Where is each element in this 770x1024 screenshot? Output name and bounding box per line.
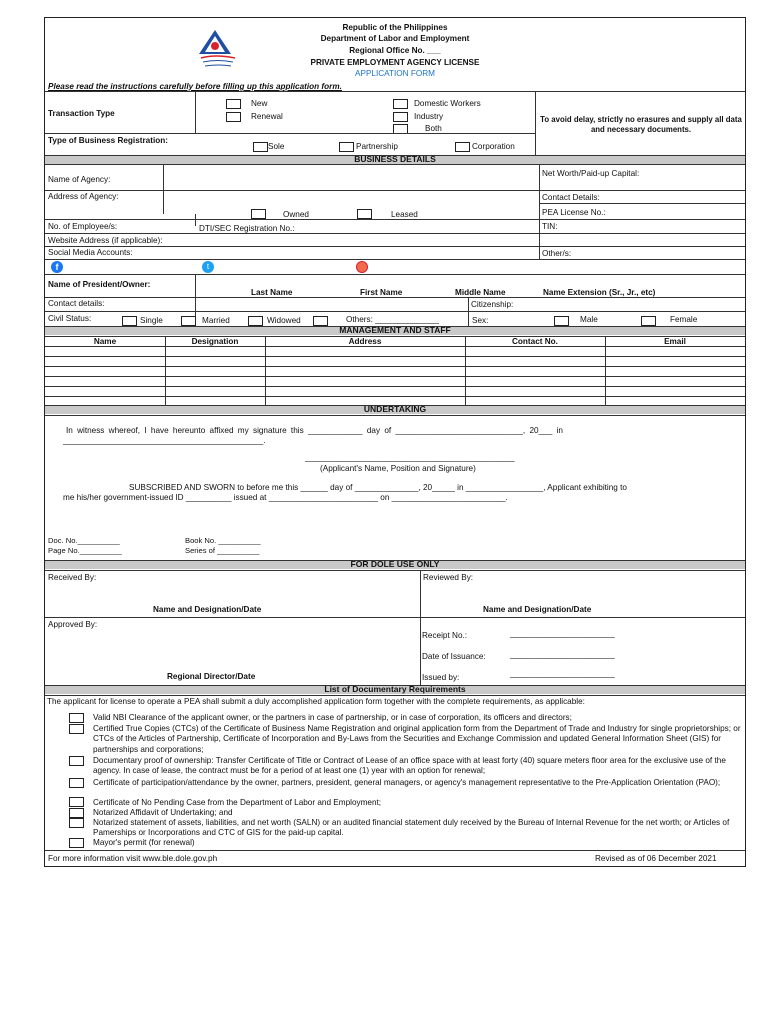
tin-label: TIN:	[542, 222, 558, 231]
requirements-intro: The applicant for license to operate a PEA shall submit a duly accomplished application form together with the complete requirements, as applicable:	[47, 697, 585, 706]
last-name-header: Last Name	[251, 288, 293, 297]
footer-revised: Revised as of 06 December 2021	[595, 854, 717, 863]
table-row[interactable]	[45, 366, 745, 367]
agency-address-label: Address of Agency:	[48, 192, 119, 201]
req-checkbox-4[interactable]	[69, 778, 84, 788]
leased-checkbox[interactable]	[357, 209, 372, 219]
dole-band: FOR DOLE USE ONLY	[45, 560, 745, 569]
staff-column-header: Email	[664, 337, 686, 346]
new-checkbox[interactable]	[226, 99, 241, 109]
requirements-band: List of Documentary Requirements	[45, 685, 745, 694]
application-form	[44, 17, 746, 867]
sworn-text-2: me his/her government-issued ID __________ issued at ________________________ on _________________________.	[63, 493, 508, 502]
agency-name-label: Name of Agency:	[48, 175, 111, 184]
twitter-icon[interactable]: t	[202, 261, 214, 273]
sole-checkbox[interactable]	[253, 142, 268, 152]
sole-label: Sole	[268, 142, 285, 151]
staff-column-header: Contact No.	[512, 337, 558, 346]
staff-column-header: Designation	[191, 337, 239, 346]
business-details-band: BUSINESS DETAILS	[45, 155, 745, 164]
renewal-label: Renewal	[251, 112, 283, 121]
footer-info: For more information visit www.ble.dole.gov.ph	[48, 854, 218, 863]
transaction-note: To avoid delay, strictly no erasures and supply all data and necessary documents.	[540, 115, 742, 134]
others-label: Other/s:	[542, 249, 572, 258]
req-checkbox-3[interactable]	[69, 756, 84, 766]
first-name-header: First Name	[360, 288, 403, 297]
corporation-checkbox[interactable]	[455, 142, 470, 152]
table-row[interactable]	[45, 356, 745, 357]
req-item-2: Certified True Copies (CTCs) of the Certificate of Business Name Registration and original application form from the Department of Trade and Industry for single proprietorships; or CTCs of the Articles of Partnership, Certificate of Incorporation and By-Laws from the Securities and Exchange Commission and updated General Information Sheet (GIS) for partnerships and corporations;	[93, 724, 741, 754]
leased-label: Leased	[391, 210, 418, 219]
facebook-icon[interactable]: f	[51, 261, 63, 273]
witness-text: In witness whereof, I have hereunto affixed my signature this ____________ day of ____________________________, 20___ in	[66, 426, 563, 435]
citizenship-label: Citizenship:	[471, 300, 514, 309]
civil-status-label: Civil Status:	[48, 314, 92, 323]
table-column-divider	[465, 336, 466, 405]
req-item-4: Certificate of participation/attendance by the owner, partners, president, general managers, or agency's management representative to the Pre-Application Orientation (PAO);	[93, 778, 721, 787]
req-checkbox-6[interactable]	[69, 808, 84, 818]
married-checkbox[interactable]	[181, 316, 196, 326]
sworn-text-1: SUBSCRIBED AND SWORN to before me this ______ day of ______________, 20_____ in _________________, Applicant exhibiting to	[129, 483, 627, 492]
president-label: Name of President/Owner:	[48, 280, 151, 289]
industry-checkbox[interactable]	[393, 112, 408, 122]
widowed-label: Widowed	[267, 316, 301, 325]
undertaking-band: UNDERTAKING	[45, 405, 745, 414]
transaction-type-label: Transaction Type	[48, 109, 115, 118]
series-of: Series of __________	[185, 546, 260, 555]
issuance-date-blank: _______________________	[510, 650, 615, 659]
table-row[interactable]	[45, 396, 745, 397]
contact-details-pres-label: Contact details:	[48, 299, 105, 308]
middle-name-header: Middle Name	[455, 288, 506, 297]
signature-line: ______________________________________________	[305, 453, 515, 462]
instructions: Please read the instructions carefully before filling up this application form.	[48, 82, 342, 91]
applicant-caption: (Applicant's Name, Position and Signature)	[320, 464, 476, 473]
industry-label: Industry	[414, 112, 444, 121]
social-label: Social Media Accounts:	[48, 248, 133, 257]
female-label: Female	[670, 315, 698, 324]
header-line3: Regional Office No. ___	[349, 46, 441, 55]
header-line2: Department of Labor and Employment	[320, 34, 470, 43]
registration-label: Type of Business Registration:	[48, 136, 168, 145]
req-item-8: Mayor's permit (for renewal)	[93, 838, 195, 847]
req-item-6: Notarized Affidavit of Undertaking; and	[93, 808, 233, 817]
domestic-checkbox[interactable]	[393, 99, 408, 109]
issuance-date-label: Date of Issuance:	[422, 652, 486, 661]
approved-by-label: Approved By:	[48, 620, 98, 629]
net-worth-label: Net Worth/Paid-up Capital:	[542, 169, 640, 178]
book-no: Book No. __________	[185, 536, 261, 545]
reviewed-by-label: Reviewed By:	[423, 573, 474, 582]
male-checkbox[interactable]	[554, 316, 569, 326]
single-checkbox[interactable]	[122, 316, 137, 326]
owned-label: Owned	[283, 210, 309, 219]
sex-label: Sex:	[472, 316, 489, 325]
req-checkbox-2[interactable]	[69, 724, 84, 734]
married-label: Married	[202, 316, 230, 325]
req-checkbox-8[interactable]	[69, 838, 84, 848]
partnership-label: Partnership	[356, 142, 398, 151]
table-row[interactable]	[45, 376, 745, 377]
issued-by-label: Issued by:	[422, 673, 460, 682]
others-checkbox[interactable]	[313, 316, 328, 326]
new-label: New	[251, 99, 268, 108]
receipt-no-label: Receipt No.:	[422, 631, 468, 640]
table-row[interactable]	[45, 386, 745, 387]
receipt-no-blank: _______________________	[510, 629, 615, 638]
website-label: Website Address (if applicable):	[48, 236, 163, 245]
owned-checkbox[interactable]	[251, 209, 266, 219]
req-item-3: Documentary proof of ownership: Transfer Certificate of Title or Contract of Lease of an office space with at least forty (40) square meters floor area for the exclusive use of the agency. In case of lease, the contract must be for a period of at least one (1) year with an option for renewal;	[93, 756, 726, 776]
doc-no: Doc. No.__________	[48, 536, 120, 545]
contact-details-label: Contact Details:	[542, 193, 600, 202]
instagram-icon[interactable]	[356, 261, 368, 273]
req-checkbox-7[interactable]	[69, 818, 84, 828]
dole-logo	[191, 28, 247, 72]
dti-label: DTI/SEC Registration No.:	[199, 224, 295, 233]
table-column-divider	[165, 336, 166, 405]
received-name-designation: Name and Designation/Date	[153, 605, 262, 614]
table-row[interactable]	[45, 346, 745, 347]
table-column-divider	[265, 336, 266, 405]
male-label: Male	[580, 315, 598, 324]
header-line4: PRIVATE EMPLOYMENT AGENCY LICENSE	[310, 58, 480, 67]
page-no: Page No.__________	[48, 546, 122, 555]
single-label: Single	[140, 316, 163, 325]
req-item-7: Notarized statement of assets, liabilities, and net worth (SALN) or an audited financial statement duly received by the Bureau of Internal Revenue for the net worth; or Articles of Pamerships or Incorporations and CTC of GIS for the paid-up capital.	[93, 818, 730, 838]
pea-license-label: PEA License No.:	[542, 208, 606, 217]
issued-by-blank: _______________________	[510, 669, 615, 678]
widowed-checkbox[interactable]	[248, 316, 263, 326]
corporation-label: Corporation	[472, 142, 515, 151]
management-band: MANAGEMENT AND STAFF	[45, 326, 745, 335]
staff-column-header: Address	[348, 337, 382, 346]
partnership-checkbox[interactable]	[339, 142, 354, 152]
req-checkbox-5[interactable]	[69, 797, 84, 807]
staff-column-header: Name	[93, 337, 117, 346]
header-line5: APPLICATION FORM	[355, 69, 435, 78]
received-by-label: Received By:	[48, 573, 97, 582]
req-item-1: Valid NBI Clearance of the applicant owner, or the partners in case of partnership, or in case of corporation, its officers and directors;	[93, 713, 572, 722]
extension-header: Name Extension (Sr., Jr., etc)	[543, 288, 656, 297]
employees-label: No. of Employee/s:	[48, 222, 118, 231]
renewal-checkbox[interactable]	[226, 112, 241, 122]
table-column-divider	[605, 336, 606, 405]
both-label: Both	[425, 124, 442, 133]
domestic-label: Domestic Workers	[414, 99, 481, 108]
req-checkbox-1[interactable]	[69, 713, 84, 723]
header-line1: Republic of the Philippines	[342, 23, 448, 32]
others-status-label: Others: ______________	[346, 315, 439, 324]
witness-text-2: ____________________________________________.	[63, 436, 266, 445]
female-checkbox[interactable]	[641, 316, 656, 326]
reviewed-name-designation: Name and Designation/Date	[483, 605, 592, 614]
regional-director-label: Regional Director/Date	[167, 672, 256, 681]
req-item-5: Certificate of No Pending Case from the Department of Labor and Employment;	[93, 798, 382, 807]
